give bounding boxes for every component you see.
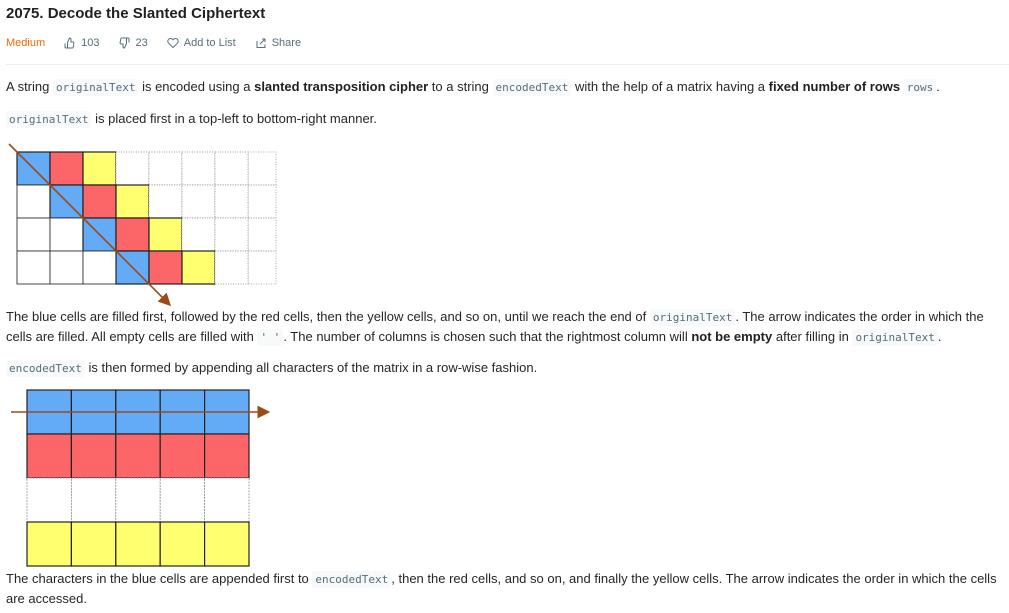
bold-not-empty: not be empty [691, 329, 773, 344]
matrix-cell [215, 185, 248, 218]
grid-extension-cell [248, 218, 276, 251]
matrix-cell [182, 251, 215, 284]
matrix-cell [71, 434, 115, 478]
share-button[interactable] [255, 37, 301, 49]
slanted-fill-diagram [6, 140, 286, 305]
add-to-list-button[interactable] [167, 37, 236, 49]
problem-title: 2075. Decode the Slanted Ciphertext [6, 5, 266, 22]
code-rows: rows [904, 79, 937, 96]
matrix-cell [205, 522, 249, 566]
share-icon [255, 37, 267, 49]
matrix-cell [116, 478, 160, 522]
heart-icon [167, 37, 179, 49]
grid-extension-cell [248, 152, 276, 185]
problem-meta-bar [6, 35, 320, 51]
matrix-cell [182, 218, 215, 251]
thumbs-up-icon [64, 37, 76, 49]
meta-divider [6, 64, 1009, 65]
matrix-cell [149, 185, 182, 218]
like-count: 103 [81, 37, 100, 49]
code-encoded-text: encodedText [312, 571, 391, 588]
matrix-cell [27, 478, 71, 522]
matrix-cell [149, 251, 182, 284]
paragraph-read-order: The characters in the blue cells are appended first to encodedText , then the red cells, and so on, and finally the yellow cells. The arrow indicates the order in which the cells are accessed. [6, 571, 997, 606]
code-encoded-text: encodedText [6, 360, 85, 377]
matrix-cell [116, 522, 160, 566]
matrix-cell [160, 434, 204, 478]
matrix-cell [17, 251, 50, 284]
difficulty-badge: Medium [6, 37, 46, 49]
paragraph-placement: originalText is placed first in a top-left to bottom-right manner. [6, 109, 1009, 129]
matrix-cell [160, 522, 204, 566]
code-original-text: originalText [6, 111, 91, 128]
matrix-cell [215, 251, 248, 284]
dislike-count: 23 [135, 37, 148, 49]
matrix-cell [17, 185, 50, 218]
matrix-cell [83, 185, 116, 218]
matrix-cell [50, 152, 83, 185]
bold-fixed-rows: fixed number of rows [768, 79, 901, 94]
matrix-cell [116, 218, 149, 251]
matrix-cell [215, 152, 248, 185]
matrix-cell [205, 478, 249, 522]
matrix-cell [116, 185, 149, 218]
dislike-button[interactable] [118, 37, 147, 49]
row-wise-read-diagram [6, 384, 286, 574]
paragraph-row-wise: encodedText is then formed by appending all characters of the matrix in a row-wise fashion. [6, 358, 1009, 378]
matrix-cell [149, 152, 182, 185]
matrix-cell [215, 218, 248, 251]
paragraph-intro: A string originalText is encoded using a slanted transposition cipher to a string encodedText with the help of a matrix having a fixed number of rows rows . [6, 79, 940, 94]
code-original-text: originalText [53, 79, 138, 96]
bold-cipher-name: slanted transposition cipher [254, 79, 429, 94]
matrix-cell [116, 152, 149, 185]
matrix-cell [17, 218, 50, 251]
matrix-cell [116, 434, 160, 478]
matrix-cell [149, 218, 182, 251]
share-label: Share [271, 37, 302, 49]
matrix-cell [71, 522, 115, 566]
code-original-text: originalText [650, 309, 735, 326]
add-to-list-label: Add to List [183, 37, 236, 49]
code-encoded-text: encodedText [493, 79, 572, 96]
like-button[interactable] [64, 37, 99, 49]
matrix-cell [71, 478, 115, 522]
grid-extension-cell [248, 185, 276, 218]
matrix-cell [50, 251, 83, 284]
matrix-cell [160, 478, 204, 522]
code-space-char: ' ' [257, 329, 283, 346]
matrix-cell [27, 522, 71, 566]
code-original-text: originalText [852, 329, 937, 346]
matrix-cell [50, 218, 83, 251]
matrix-cell [182, 152, 215, 185]
grid-extension-cell [248, 251, 276, 284]
matrix-cell [27, 434, 71, 478]
matrix-cell [83, 251, 116, 284]
paragraph-fill-order: The blue cells are filled first, followed by the red cells, then the yellow cells, and so on, until we reach the end of originalText . The arrow indicates the order in which the cells are filled. All empty cells are filled with ' ' . The number of columns is chosen such that the rightmost column will not be empty after filling in originalText . [6, 309, 984, 344]
matrix-cell [83, 152, 116, 185]
thumbs-down-icon [118, 37, 130, 49]
matrix-cell [182, 185, 215, 218]
matrix-cell [205, 434, 249, 478]
